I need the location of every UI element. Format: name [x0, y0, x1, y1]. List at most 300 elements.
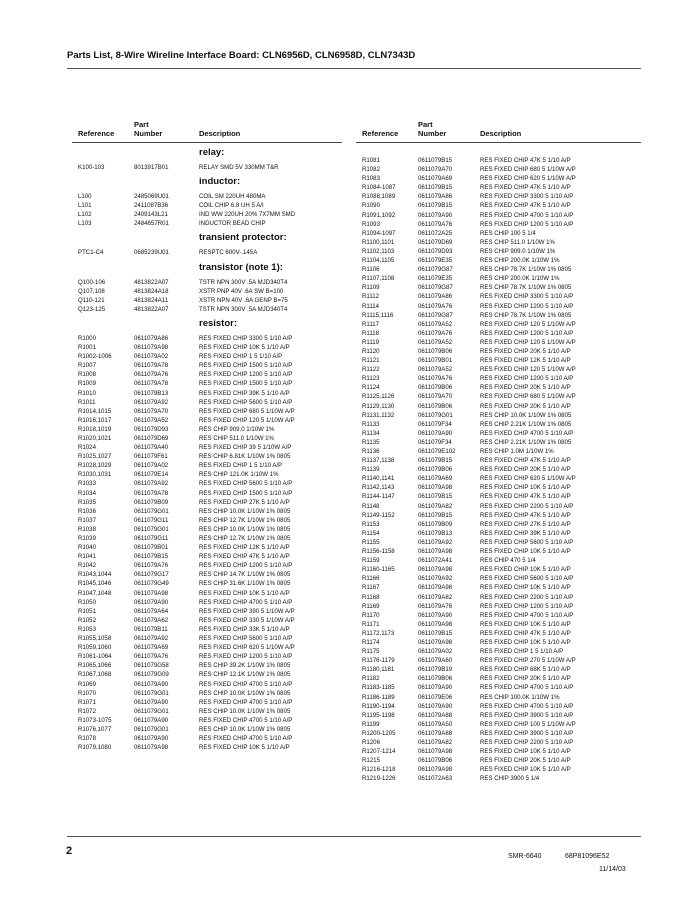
part-number-cell: 0611079G01	[418, 411, 453, 419]
description-cell: RES FIXED CHIP 39K 5 1/10 A/P	[199, 389, 290, 397]
reference-cell: R1107,1108	[362, 275, 395, 283]
reference-cell: R1091,1092	[362, 211, 396, 219]
reference-cell: R1122	[362, 366, 380, 374]
reference-cell: R1024	[78, 444, 96, 452]
part-number-cell: 0611079A90	[134, 735, 169, 743]
description-cell: RES FIXED CHIP 100 5 1/10W A/P	[480, 720, 576, 728]
description-cell: RES FIXED CHIP 120 5 1/10W A/P	[480, 320, 576, 328]
part-number-cell: 0611079A78	[134, 489, 169, 497]
description-cell: RES FIXED CHIP 10K 5 1/10 A/P	[199, 589, 290, 597]
table-row	[72, 210, 342, 219]
part-number-cell: 0611079A40	[134, 444, 169, 452]
reference-cell: R1167	[362, 584, 380, 592]
table-row	[356, 211, 641, 220]
description-cell: RES FIXED CHIP 620 5 1/10W A/P	[480, 175, 576, 183]
part-number-cell: 0611079D93	[134, 425, 169, 433]
table-row	[72, 725, 342, 734]
table-row	[356, 438, 641, 447]
reference-cell: R1071	[78, 698, 96, 706]
part-number-cell: 0611079F34	[418, 420, 452, 428]
part-number-cell: 0611079A82	[418, 502, 453, 510]
reference-cell: R1195-1198	[362, 711, 395, 719]
part-number-cell: 0611079B11	[134, 625, 168, 633]
table-row	[356, 711, 641, 720]
reference-cell: R1081	[362, 157, 380, 164]
reference-cell: L103	[78, 220, 92, 228]
description-cell: RES FIXED CHIP 1500 5 1/10 A/P	[199, 380, 293, 388]
description-cell: RES CHIP 1.0M 1/10W 1%	[480, 448, 554, 455]
description-cell: RES CHIP 12.1K 1/10W 1% 0805	[199, 671, 291, 679]
part-number-cell: 0611079A52	[418, 366, 453, 374]
reference-cell: R1109	[362, 284, 380, 292]
description-cell: RES CHIP 31.6K 1/10W 1% 0805	[199, 580, 291, 588]
table-row	[356, 256, 641, 265]
reference-cell: R1037	[78, 516, 96, 524]
reference-cell: R1166	[362, 575, 380, 583]
table-row	[72, 192, 342, 201]
part-number-cell: 4813822A07	[134, 305, 169, 313]
section-heading-text: transient protector:	[199, 232, 287, 244]
part-number-cell: 0611079A92	[134, 480, 169, 488]
parts-column-right	[356, 114, 641, 783]
table-row	[356, 729, 641, 738]
description-cell: RES FIXED CHIP 1200 5 1/10 A/P	[199, 653, 293, 661]
reference-cell: R1084-1087	[362, 184, 396, 192]
table-row	[72, 634, 342, 643]
reference-cell: R1088,1089	[362, 193, 396, 201]
description-cell: RES FIXED CHIP 270 5 1/10W A/P	[480, 657, 576, 665]
table-row	[356, 774, 641, 783]
table-row	[356, 738, 641, 747]
table-row	[356, 201, 641, 210]
part-number-cell: 0611079A92	[134, 635, 169, 643]
description-cell: RES FIXED CHIP 68K 5 1/10 A/P	[480, 666, 571, 674]
table-row	[72, 334, 342, 343]
section-heading-text: relay:	[199, 147, 225, 158]
reference-cell: R1018,1019	[78, 425, 112, 433]
table-row	[356, 620, 641, 629]
description-cell: RES FIXED CHIP 20K 5 1/10 A/P	[480, 675, 571, 683]
reference-cell: R1140,1141	[362, 475, 395, 483]
part-number-cell: 0611079G09	[134, 671, 169, 679]
reference-cell: R1117	[362, 320, 380, 328]
reference-cell: R1072	[78, 707, 96, 715]
part-number-cell: 0611079A62	[134, 616, 169, 624]
description-cell: RES CHIP 2.21K 1/10W 1% 0805	[480, 438, 572, 446]
description-cell: RES FIXED CHIP 4700 5 1/10 A/P	[199, 716, 293, 724]
table-row	[356, 556, 641, 565]
part-number-cell: 0611079A98	[418, 484, 453, 492]
reference-cell: R1168	[362, 593, 380, 601]
part-number-cell: 4813824A11	[134, 296, 169, 304]
reference-cell: R1176-1179	[362, 657, 395, 665]
part-number-cell: 0611079A86	[418, 293, 453, 301]
reference-cell: R1174	[362, 638, 380, 646]
part-number-cell: 0611079A02	[418, 648, 453, 656]
table-row	[72, 498, 342, 507]
description-cell: RES FIXED CHIP 1200 5 1/10 A/P	[199, 371, 293, 379]
reference-cell: R1010	[78, 389, 96, 397]
part-number-cell: 0611079A70	[134, 407, 169, 415]
reference-cell: R1124	[362, 384, 380, 392]
table-row	[72, 543, 342, 552]
part-number-cell: 0611079A90	[134, 698, 169, 706]
part-number-cell: 0611079A69	[134, 644, 169, 652]
table-row	[72, 352, 342, 361]
reference-cell: R1159	[362, 557, 380, 565]
reference-cell: R1078	[78, 735, 96, 743]
part-number-cell: 0611079E35	[418, 257, 453, 265]
reference-cell: R1036	[78, 507, 96, 515]
part-number-cell: 2411087B36	[134, 202, 169, 210]
reference-cell: R1125,1126	[362, 393, 395, 401]
description-cell: TSTR NPN 300V .5A MJD340T4	[199, 278, 288, 286]
description-cell: RES FIXED CHIP 680 5 1/10W A/P	[199, 407, 295, 415]
part-number-cell: 0611079A98	[134, 744, 169, 752]
reference-cell: R1104,1105	[362, 257, 395, 265]
table-row	[72, 489, 342, 498]
table-row	[72, 716, 342, 725]
reference-cell: R1100,1101	[362, 238, 395, 246]
table-row	[72, 389, 342, 398]
table-row	[356, 665, 641, 674]
part-number-cell: 0611079B13	[134, 389, 169, 397]
part-number-cell: 0611079A52	[418, 320, 453, 328]
description-cell: RES FIXED CHIP 12K 5 1/10 A/P	[199, 544, 290, 552]
reference-cell: Q100-106	[78, 278, 106, 286]
table-row	[356, 365, 641, 374]
reference-cell: R1076,1077	[78, 725, 112, 733]
reference-cell: R1041	[78, 553, 96, 561]
table-row	[356, 583, 641, 592]
description-cell: RES FIXED CHIP 10K 5 1/10 A/P	[480, 638, 571, 646]
part-number-cell: 0611079G49	[134, 580, 169, 588]
table-row	[356, 474, 641, 483]
part-number-cell: 0611079A82	[418, 593, 453, 601]
part-number-cell: 0611079A90	[134, 716, 169, 724]
reference-cell: R1052	[78, 616, 96, 624]
reference-cell: R1051	[78, 607, 96, 615]
description-cell: RES FIXED CHIP 5600 5 1/10 A/P	[199, 480, 293, 488]
section-heading-text: resistor:	[199, 317, 238, 329]
table-row	[356, 693, 641, 702]
description-cell: COIL SM 220UH 480MA	[199, 193, 266, 201]
table-row	[72, 370, 342, 379]
table-row	[356, 602, 641, 611]
table-row	[72, 443, 342, 452]
table-row	[72, 425, 342, 434]
description-cell: RES CHIP 12.7K 1/10W 1% 0805	[199, 516, 291, 524]
table-row	[72, 434, 342, 443]
part-number-cell: 4813822A07	[134, 278, 169, 286]
part-number-cell: 0611079G01	[134, 689, 169, 697]
description-cell: RES FIXED CHIP 5600 5 1/10 A/P	[199, 635, 293, 643]
reference-cell: R1079,1080	[78, 744, 112, 752]
table-row	[356, 329, 641, 338]
table-row	[72, 598, 342, 607]
part-number-cell: 0611079G01	[134, 507, 169, 515]
reference-cell: R1139	[362, 466, 380, 474]
description-cell: RES FIXED CHIP 20K 5 1/10 A/P	[480, 384, 571, 392]
part-number-cell: 2484657R01	[134, 220, 169, 228]
table-row	[72, 470, 342, 479]
description-cell: RES FIXED CHIP 3900 5 1/10 A/P	[480, 729, 574, 737]
table-row	[356, 420, 641, 429]
table-row	[72, 625, 342, 634]
reference-cell: R1093	[362, 220, 380, 228]
table-row	[356, 574, 641, 583]
part-number-cell: 0611079B06	[418, 675, 453, 683]
part-number-cell: 0611079E35	[418, 275, 453, 283]
reference-cell: R1123	[362, 375, 380, 383]
part-number-cell: 0611079A50	[418, 720, 453, 728]
part-number-cell: 0611079A90	[418, 211, 453, 219]
reference-cell: R1156-1158	[362, 548, 395, 556]
table-row	[72, 689, 342, 698]
table-row	[72, 607, 342, 616]
part-number-cell: 0611079A52	[134, 416, 169, 424]
description-cell: RES FIXED CHIP 3300 5 1/10 A/P	[480, 193, 574, 201]
reference-cell: R1011	[78, 398, 96, 406]
part-number-cell: 0611079A90	[418, 611, 453, 619]
reference-cell: R1155	[362, 538, 380, 546]
description-cell: RES FIXED CHIP 2200 5 1/10 A/P	[480, 502, 574, 510]
part-number-cell: 0611079A76	[418, 329, 453, 337]
description-cell: RES FIXED CHIP 1200 5 1/10 A/P	[480, 329, 574, 337]
description-cell: RES CHIP 121.0K 1/10W 1%	[199, 471, 279, 479]
table-row	[72, 561, 342, 570]
part-number-cell: 0611079A88	[418, 729, 453, 737]
part-number-cell: 0611079E06	[418, 693, 453, 701]
title-rule	[67, 68, 641, 69]
reference-cell: R1065,1066	[78, 662, 112, 670]
description-cell: RES FIXED CHIP 620 5 1/10W A/P	[199, 644, 295, 652]
description-cell: RES FIXED CHIP 10K 5 1/10 A/P	[199, 344, 290, 352]
part-number-cell: 0611079A98	[418, 766, 453, 774]
table-row	[356, 302, 641, 311]
table-row	[356, 638, 641, 647]
part-number-cell: 0611079A98	[134, 589, 169, 597]
reference-cell: R1061-1064	[78, 653, 112, 661]
description-cell: RES FIXED CHIP 10K 5 1/10 A/P	[480, 566, 571, 574]
part-number-cell: 0611079A64	[134, 607, 169, 615]
part-number-cell: 0611072A25	[418, 229, 453, 237]
parts-column-left	[72, 114, 342, 752]
reference-cell: R1069	[78, 680, 96, 688]
part-number-cell: 0611079B01	[134, 544, 169, 552]
description-cell: RES FIXED CHIP 4700 5 1/10 A/P	[480, 702, 574, 710]
description-cell: RES FIXED CHIP 47K 5 1/10 A/P	[480, 457, 571, 465]
description-cell: RES FIXED CHIP 47K 5 1/10 A/P	[480, 157, 571, 164]
description-cell: RES FIXED CHIP 1200 5 1/10 A/P	[199, 562, 293, 570]
part-number-cell: 0611079A98	[418, 638, 453, 646]
table-row	[356, 629, 641, 638]
table-row	[72, 589, 342, 598]
footer-rule	[67, 836, 641, 837]
reference-cell: R1171	[362, 620, 380, 628]
part-number-cell: 0611079A76	[134, 562, 169, 570]
table-row	[72, 734, 342, 743]
description-cell: XSTR PNP 40V .6A SW B=100	[199, 287, 284, 295]
description-cell: RES FIXED CHIP 10K 5 1/10 A/P	[480, 766, 571, 774]
description-cell: RES FIXED CHIP 4700 5 1/10 A/P	[199, 698, 293, 706]
reference-cell: R1199	[362, 720, 380, 728]
reference-cell: R1120	[362, 347, 380, 355]
description-cell: RES FIXED CHIP 10K 5 1/10 A/P	[480, 484, 571, 492]
description-cell: RES CHIP 511.0 1/10W 1%	[199, 434, 274, 442]
reference-cell: R1129,1130	[362, 402, 395, 410]
table-row	[72, 552, 342, 561]
table-row	[72, 661, 342, 670]
description-cell: XSTR NPN 40V .6A GENP B=75	[199, 296, 288, 304]
part-number-cell: 0611079A88	[418, 711, 453, 719]
table-row	[356, 538, 641, 547]
section-heading	[72, 143, 342, 159]
part-number-cell: 0611079A90	[418, 429, 453, 437]
reference-cell: R1102,1103	[362, 247, 395, 255]
description-cell: RES CHIP 6.81K 1/10W 1% 0805	[199, 453, 291, 461]
table-row	[72, 287, 342, 296]
reference-cell: R1119	[362, 338, 380, 346]
description-cell: RES FIXED CHIP 120 5 1/10W A/P	[199, 416, 295, 424]
reference-cell: R1053	[78, 625, 96, 633]
table-row	[356, 247, 641, 256]
part-number-cell: 0611079D69	[134, 434, 169, 442]
description-cell: RES CHIP 78.7K 1/10W 1% 0805	[480, 266, 572, 274]
part-number-cell: 0611079G58	[134, 662, 169, 670]
part-number-cell: 0611072A41	[418, 557, 453, 565]
description-cell: TSTR NPN 300V .5A MJD340T4	[199, 305, 288, 313]
table-row	[356, 238, 641, 247]
part-number-cell: 0611079B15	[134, 553, 169, 561]
part-number-cell: 0611079B06	[418, 384, 453, 392]
description-cell: RES FIXED CHIP 47K 5 1/10 A/P	[199, 553, 290, 561]
description-cell: RES CHIP 78.7K 1/10W 1% 0805	[480, 311, 572, 319]
part-number-cell: 0611079A86	[134, 334, 169, 342]
description-cell: RES CHIP 200.0K 1/10W 1%	[480, 257, 560, 265]
reference-cell: R1200-1205	[362, 729, 396, 737]
table-row	[356, 411, 641, 420]
reference-cell: Q110-121	[78, 296, 105, 304]
description-cell: RES FIXED CHIP 12K 5 1/10 A/P	[480, 357, 571, 365]
part-number-cell: 0611079B19	[418, 666, 453, 674]
description-cell: RES FIXED CHIP 1 5 1/10 A/P	[199, 462, 283, 470]
reference-cell: R1025,1027	[78, 453, 112, 461]
part-number-cell: 0611079A92	[418, 575, 453, 583]
description-cell: RES FIXED CHIP 4700 5 1/10 A/P	[199, 680, 293, 688]
part-number-cell: 0611079A02	[134, 462, 169, 470]
table-row	[356, 265, 641, 274]
part-number-cell: 0611079B15	[418, 457, 453, 465]
table-row	[356, 447, 641, 456]
description-cell: RES FIXED CHIP 39 5 1/10W A/P	[199, 444, 292, 452]
description-cell: RES FIXED CHIP 1200 5 1/10 A/P	[480, 602, 574, 610]
part-number-cell: 0611079B06	[418, 347, 453, 355]
part-number-cell: 0611079B09	[134, 498, 169, 506]
description-cell: RES FIXED CHIP 2200 5 1/10 A/P	[480, 739, 574, 746]
part-number-cell: 0611079D93	[418, 247, 453, 255]
part-number-cell: 0611079A98	[418, 548, 453, 556]
table-row	[356, 702, 641, 711]
reference-cell: R1030,1031	[78, 471, 112, 479]
section-heading	[72, 314, 342, 330]
part-number-cell: 0611079A76	[134, 371, 169, 379]
description-cell: RES FIXED CHIP 1200 5 1/10 A/P	[480, 375, 574, 383]
reference-cell: R1038	[78, 525, 96, 533]
table-row	[72, 707, 342, 716]
reference-cell: R1215	[362, 757, 380, 765]
part-number-cell: 0685239U01	[134, 249, 169, 257]
reference-cell: R1149-1152	[362, 511, 395, 519]
table-row	[356, 165, 641, 174]
table-row	[356, 374, 641, 383]
table-row	[72, 507, 342, 516]
description-cell: RES CHIP 909.0 1/10W 1%	[480, 247, 556, 255]
reference-cell: R1142,1143	[362, 484, 395, 492]
description-cell: RES FIXED CHIP 47K 5 1/10 A/P	[480, 202, 571, 210]
table-row	[356, 502, 641, 511]
section-heading	[72, 258, 342, 274]
header-reference: Reference	[78, 129, 115, 138]
column-header	[72, 114, 342, 140]
part-number-cell: 0611079A90	[418, 684, 453, 692]
description-cell: RES CHIP 78.7K 1/10W 1% 0805	[480, 284, 572, 292]
reference-cell: Q123-125	[78, 305, 106, 313]
description-cell: RES CHIP 3900 5 1/4	[480, 775, 540, 783]
table-row	[356, 392, 641, 401]
part-number-cell: 0611079A86	[418, 193, 453, 201]
reference-cell: R1170	[362, 611, 380, 619]
reference-cell: PTC1-C4	[78, 249, 104, 257]
parts-table-right	[356, 156, 641, 783]
description-cell: RES CHIP 10.0K 1/10W 1% 0805	[199, 707, 291, 715]
part-number-cell: 0611079B06	[418, 466, 453, 474]
part-number-cell: 0611079B15	[418, 511, 453, 519]
reference-cell: R1039	[78, 535, 96, 542]
reference-cell: R1183-1185	[362, 684, 395, 692]
table-row	[72, 219, 342, 228]
reference-cell: R1118	[362, 329, 380, 337]
doc-date: 11/14/03	[599, 866, 626, 873]
description-cell: RES FIXED CHIP 1500 5 1/10 A/P	[199, 362, 293, 370]
description-cell: RES CHIP 2.21K 1/10W 1% 0805	[480, 420, 572, 428]
part-number-cell: 0611079G01	[134, 707, 169, 715]
doc-code: SMR-6640	[508, 853, 542, 860]
table-row	[72, 201, 342, 210]
section-heading	[72, 228, 342, 244]
reference-cell: R1028,1029	[78, 462, 112, 470]
reference-cell: R1114	[362, 302, 380, 310]
table-row	[356, 465, 641, 474]
description-cell: RES FIXED CHIP 4700 5 1/10 A/P	[480, 211, 574, 219]
part-number-cell: 0611079B15	[418, 202, 453, 210]
reference-cell: R1002-1006	[78, 353, 112, 361]
part-number-cell: 0611079B15	[418, 629, 453, 637]
description-cell: RES FIXED CHIP 680 5 1/10W A/P	[480, 393, 576, 401]
reference-cell: R1169	[362, 602, 380, 610]
table-row	[72, 698, 342, 707]
description-cell: RES CHIP 14.7K 1/10W 1% 0805	[199, 571, 291, 579]
table-row	[72, 616, 342, 625]
part-number-cell: 0611079G87	[418, 266, 453, 274]
description-cell: RES FIXED CHIP 10K 5 1/10 A/P	[199, 744, 290, 752]
description-cell: RES FIXED CHIP 3900 5 1/10 A/P	[480, 711, 574, 719]
description-cell: RES FIXED CHIP 620 5 1/10W A/P	[480, 475, 576, 483]
table-row	[72, 343, 342, 352]
part-number-cell: 0611079A02	[134, 353, 169, 361]
table-row	[356, 647, 641, 656]
description-cell: RELAY SMD 5V 330MM T&R	[199, 164, 279, 171]
